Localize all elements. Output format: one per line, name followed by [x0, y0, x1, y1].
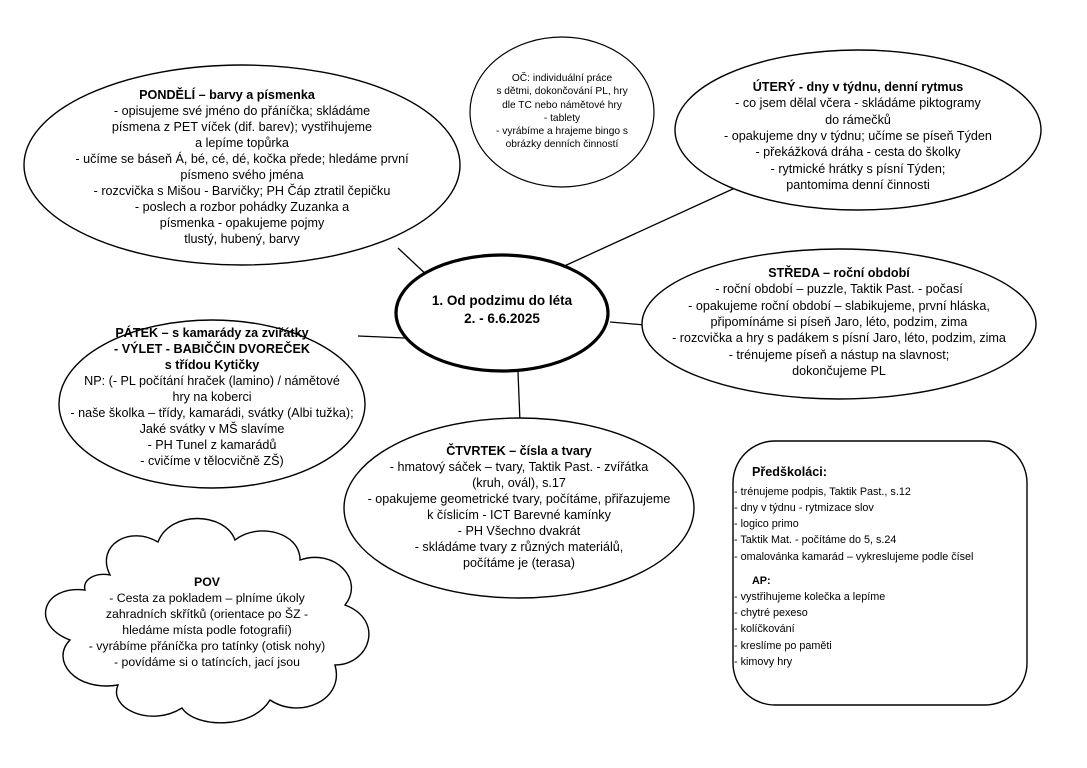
ap-item: - vystřihujeme kolečka a lepíme — [734, 591, 886, 604]
oc-line: - tablety — [543, 112, 581, 124]
connector-streda — [610, 322, 645, 325]
streda-title: STŘEDA – roční období — [768, 266, 910, 280]
oc-line: obrázky denních činností — [505, 139, 619, 151]
streda-line: připomínáme si píseň Jaro, léto, podzim, zima — [710, 315, 968, 330]
ctvrtek-line: - opakujeme geometrické tvary, počítáme, přiřazujeme — [367, 491, 671, 506]
pondeli-line: - učíme se báseň Á, bé, cé, dé, kočka přede; hledáme první — [75, 151, 409, 166]
patek-node — [62, 326, 362, 470]
streda-line: - rozcvička a hry s padákem s písní Jaro, léto, podzim, zima — [672, 331, 1006, 346]
oc-line: OČ: individuální práce — [511, 73, 613, 84]
center-topic — [402, 292, 602, 328]
patek-line: - naše školka – třídy, kamarádi, svátky (Albi tužka); — [70, 405, 354, 420]
predskolaci-node — [734, 463, 1026, 670]
ap-item: - kolíčkování — [734, 623, 795, 636]
utery-node — [690, 79, 1026, 194]
ctvrtek-line: počítáme je (terasa) — [463, 555, 575, 570]
pov-node — [62, 575, 352, 671]
pondeli-line: a lepíme topůrka — [195, 135, 289, 150]
pondeli-line: písmeno svého jména — [180, 167, 304, 182]
pov-line: hledáme místa podle fotografií) — [122, 622, 292, 637]
center-title: 1. Od podzimu do léta — [431, 293, 573, 308]
predskolaci-item: - Taktik Mat. - počítáme do 5, s.24 — [734, 534, 897, 547]
utery-line: do rámečků — [825, 112, 891, 127]
pondeli-line: písmenka - opakujeme pojmy — [159, 215, 325, 230]
oc-line: - vyrábíme a hrajeme bingo s — [496, 126, 628, 137]
patek-line: - cvičíme v tělocvičně ZŠ) — [140, 453, 284, 468]
predskolaci-item: - logico primo — [734, 518, 799, 531]
oc-line: s dětmi, dokončování PL, hry — [496, 86, 628, 98]
patek-line: NP: (- PL počítání hraček (lamino) / námětové — [84, 373, 340, 388]
ctvrtek-line: - hmatový sáček – tvary, Taktik Past. - zvířátka — [389, 459, 649, 474]
oc-line: dle TC nebo námětové hry — [502, 99, 622, 111]
patek-line: hry na koberci — [172, 389, 252, 404]
pondeli-line: - poslech a rozbor pohádky Zuzanka a — [134, 199, 350, 214]
ap-item: - chytré pexeso — [734, 607, 808, 620]
utery-line: pantomima denní činnosti — [786, 178, 930, 193]
ctvrtek-line: - skládáme tvary z různých materiálů, — [414, 539, 624, 554]
pov-line: - Cesta za pokladem – plníme úkoly — [109, 590, 305, 605]
ap-item: - kimovy hry — [734, 655, 793, 668]
utery-title: ÚTERÝ - dny v týdnu, denní rytmus — [752, 80, 964, 94]
streda-line: - roční období – puzzle, Taktik Past. - počasí — [715, 282, 963, 297]
connector-ctvrtek — [518, 372, 520, 422]
pondeli-line: - opisujeme své jméno do přáníčka; skládáme — [113, 103, 371, 118]
patek-trip: - VÝLET - BABIČČIN DVOREČEK — [114, 341, 310, 356]
ctvrtek-line: - PH Všechno dvakrát — [457, 523, 581, 538]
patek-title: PÁTEK – s kamarády za zvířátky — [115, 326, 309, 340]
utery-line: - rytmické hrátky s písní Týden; — [770, 161, 946, 176]
streda-node — [648, 265, 1030, 380]
streda-line: - trénujeme píseň a nástup na slavnost; — [728, 347, 950, 362]
streda-line: - opakujeme roční období – slabikujeme, první hláska, — [688, 298, 990, 313]
ctvrtek-line: k číslicím - ICT Barevné kamínky — [427, 507, 611, 522]
predskolaci-title: Předškoláci: — [752, 465, 827, 479]
utery-line: - co jsem dělal včera - skládáme piktogramy — [735, 96, 981, 111]
connector-utery — [560, 188, 735, 268]
ap-item: - kreslíme po paměti — [734, 639, 832, 652]
center-dates: 2. - 6.6.2025 — [464, 311, 540, 327]
ctvrtek-node — [344, 444, 694, 572]
pondeli-title: PONDĚLÍ – barvy a písmenka — [139, 88, 315, 102]
pov-line: - povídáme si o tatíncích, jací jsou — [114, 654, 300, 669]
pondeli-line: tlustý, hubený, barvy — [184, 231, 300, 246]
patek-class: s třídou Kytičky — [164, 357, 260, 372]
pondeli-node — [42, 88, 442, 248]
predskolaci-item: - omalovánka kamarád – vykreslujeme podle čísel — [734, 550, 974, 563]
pondeli-line: - rozcvička s Mišou - Barvičky; PH Čáp ztratil čepičku — [93, 183, 391, 198]
ctvrtek-line: (kruh, ovál), s.17 — [472, 475, 566, 490]
pov-title: POV — [194, 575, 220, 589]
predskolaci-item: - dny v týdnu - rytmizace slov — [734, 502, 874, 515]
ap-title: AP: — [752, 574, 771, 587]
streda-line: dokončujeme PL — [792, 364, 886, 379]
pov-line: zahradních skřítků (orientace po ŠZ - — [105, 606, 309, 621]
patek-line: - PH Tunel z kamarádů — [147, 437, 277, 452]
utery-line: - opakujeme dny v týdnu; učíme se píseň Týden — [724, 129, 992, 144]
pondeli-line: písmena z PET víček (dif. barev); vystřihujeme — [111, 119, 373, 134]
connector-patek — [358, 336, 405, 338]
ctvrtek-title: ČTVRTEK – čísla a tvary — [446, 444, 592, 458]
pov-line: - vyrábíme přáníčka pro tatínky (otisk nohy) — [88, 638, 326, 653]
oc-node — [470, 72, 654, 152]
predskolaci-item: - trénujeme podpis, Taktik Past., s.12 — [734, 485, 911, 498]
patek-line: Jaké svátky v MŠ slavíme — [139, 421, 285, 436]
utery-line: - překážková dráha - cesta do školky — [755, 145, 961, 160]
